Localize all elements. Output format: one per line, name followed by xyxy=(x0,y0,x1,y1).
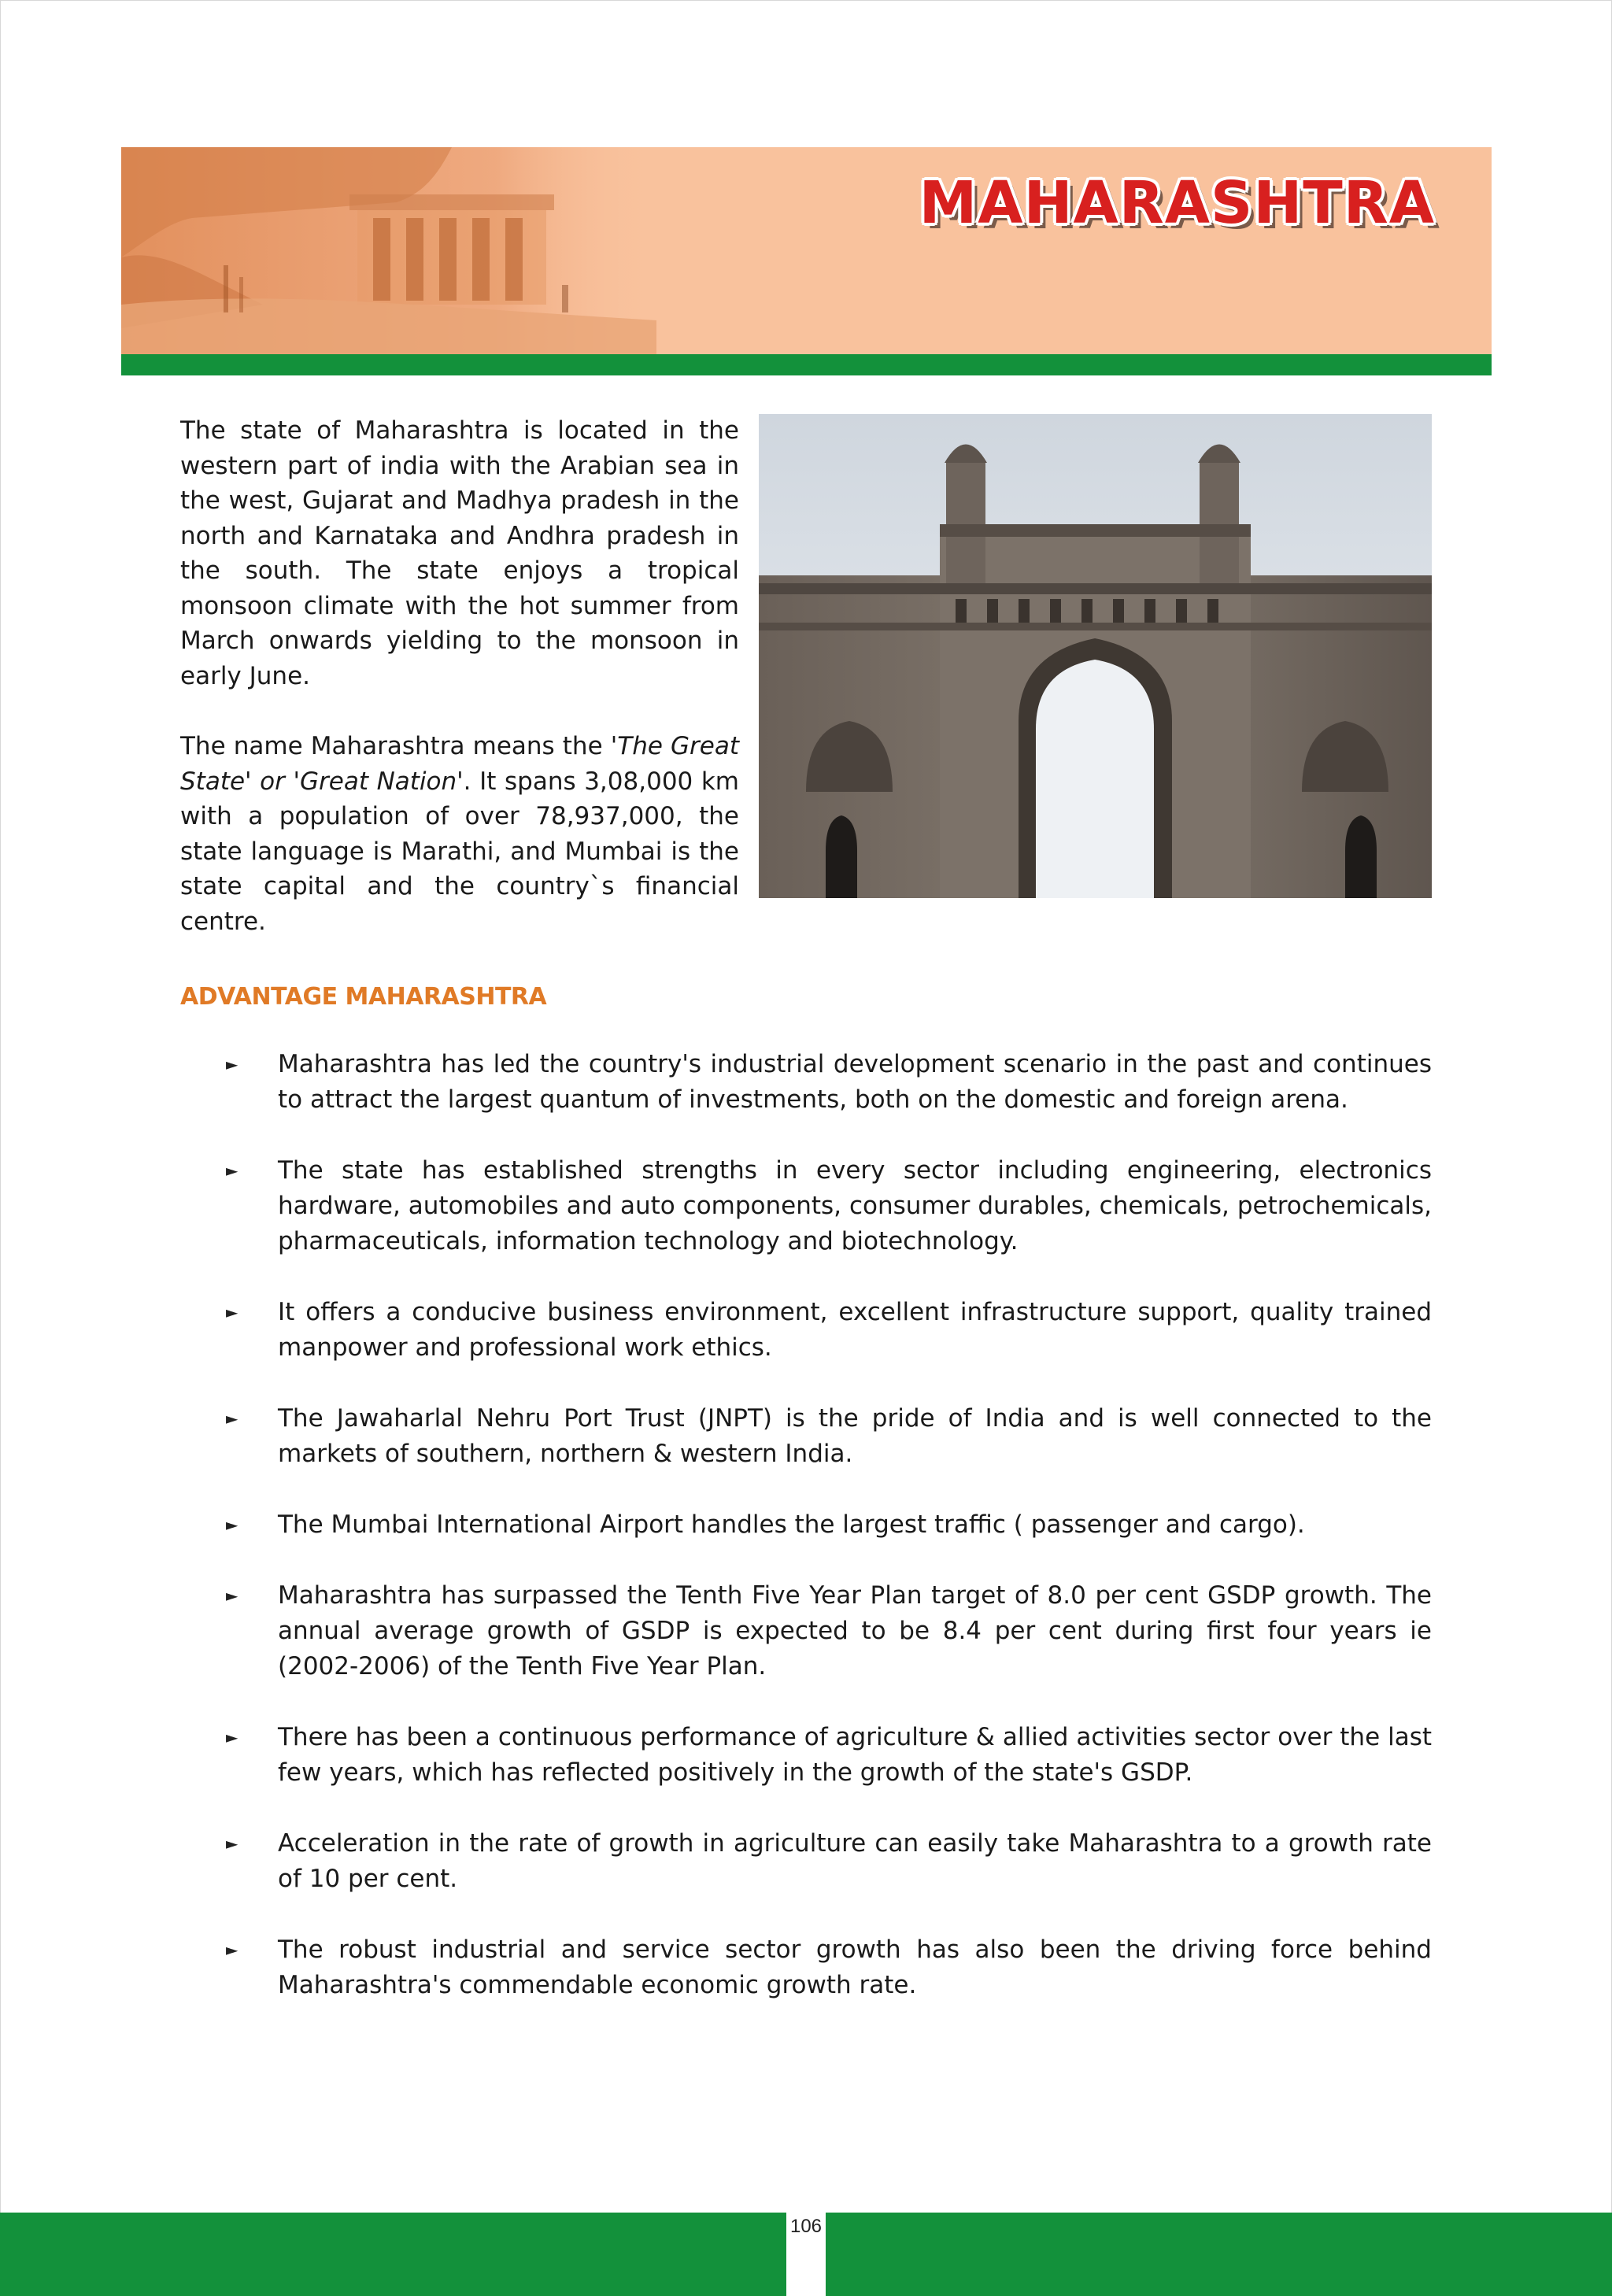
cave-temple-illustration xyxy=(121,147,656,354)
advantage-item xyxy=(226,1578,1432,1684)
bullet-arrow-icon: ► xyxy=(226,1303,238,1322)
bullet-arrow-icon: ► xyxy=(226,1834,238,1853)
advantage-text: The Mumbai International Airport handles the largest traffic ( passenger and cargo). xyxy=(278,1510,1305,1539)
advantage-text: The robust industrial and service sector growth has also been the driving force behind Maharashtra's commendable economic growth rate. xyxy=(278,1936,1432,1999)
bullet-arrow-icon: ► xyxy=(226,1161,238,1180)
bullet-arrow-icon: ► xyxy=(226,1728,238,1747)
bullet-arrow-icon: ► xyxy=(226,1515,238,1534)
bullet-arrow-icon: ► xyxy=(226,1409,238,1428)
bullet-arrow-icon: ► xyxy=(226,1055,238,1074)
page-title: MAHARASHTRA xyxy=(919,169,1435,237)
advantage-text: Acceleration in the rate of growth in agriculture can easily take Maharashtra to a growth rate of 10 per cent. xyxy=(278,1829,1432,1893)
advantage-text: The Jawaharlal Nehru Port Trust (JNPT) is the pride of India and is well connected to the markets of southern, northern & western India. xyxy=(278,1404,1432,1468)
advantage-text: There has been a continuous performance of agriculture & allied activities sector over the last few years, which has reflected positively in the growth of the state's GSDP. xyxy=(278,1723,1432,1787)
advantage-item xyxy=(226,1720,1432,1791)
intro-paragraph-name-text-1: The name Maharashtra means the xyxy=(180,732,611,760)
advantage-item xyxy=(226,1826,1432,1897)
bullet-arrow-icon: ► xyxy=(226,1940,238,1959)
page-number: 106 xyxy=(789,2216,823,2237)
intro-paragraph-name xyxy=(180,729,739,939)
intro-text xyxy=(180,413,739,939)
advantage-item xyxy=(226,1401,1432,1472)
bullet-arrow-icon: ► xyxy=(226,1586,238,1605)
advantages-list xyxy=(226,1047,1432,2039)
advantage-item xyxy=(226,1932,1432,2003)
advantage-text: It offers a conducive business environment, excellent infrastructure support, quality trained manpower and professional work ethics. xyxy=(278,1298,1432,1362)
advantage-text: The state has established strengths in every sector including engineering, electronics hardware, automobiles and auto components, consumer durables, chemicals, petrochemicals, pharmaceuticals, information technology and biotechnology. xyxy=(278,1156,1432,1255)
banner-green-rule xyxy=(121,354,1492,375)
advantage-item xyxy=(226,1047,1432,1118)
advantage-text: Maharashtra has surpassed the Tenth Five Year Plan target of 8.0 per cent GSDP growth. The annual average growth of GSDP is expected to be 8.4 per cent during first four years ie (2002-2006) of the Tenth Five Year Plan. xyxy=(278,1581,1432,1680)
intro-paragraph-name-italic: 'The Great State' or 'Great Nation' xyxy=(180,732,739,796)
advantage-item xyxy=(226,1295,1432,1366)
intro-paragraph-location: The state of Maharashtra is located in the western part of india with the Arabian sea in the west, Gujarat and Madhya pradesh in the north and Karnataka and Andhra pradesh in the south. The state enjoys a tropical monsoon climate with the hot summer from March onwards yielding to the monsoon in early June. xyxy=(180,416,739,690)
intro-paragraph-name-text-2: . It spans 3,08,000 km with a population of over 78,937,000, the state language is Marathi, and Mumbai is the state capital and the country`s financial centre. xyxy=(180,767,739,936)
header-banner xyxy=(121,147,1492,354)
advantage-item xyxy=(226,1507,1432,1543)
gateway-of-india-photo xyxy=(759,414,1432,898)
advantage-item xyxy=(226,1153,1432,1259)
section-heading: ADVANTAGE MAHARASHTRA xyxy=(180,983,547,1011)
advantage-text: Maharashtra has led the country's industrial development scenario in the past and continues to attract the largest quantum of investments, both on the domestic and foreign arena. xyxy=(278,1050,1432,1114)
